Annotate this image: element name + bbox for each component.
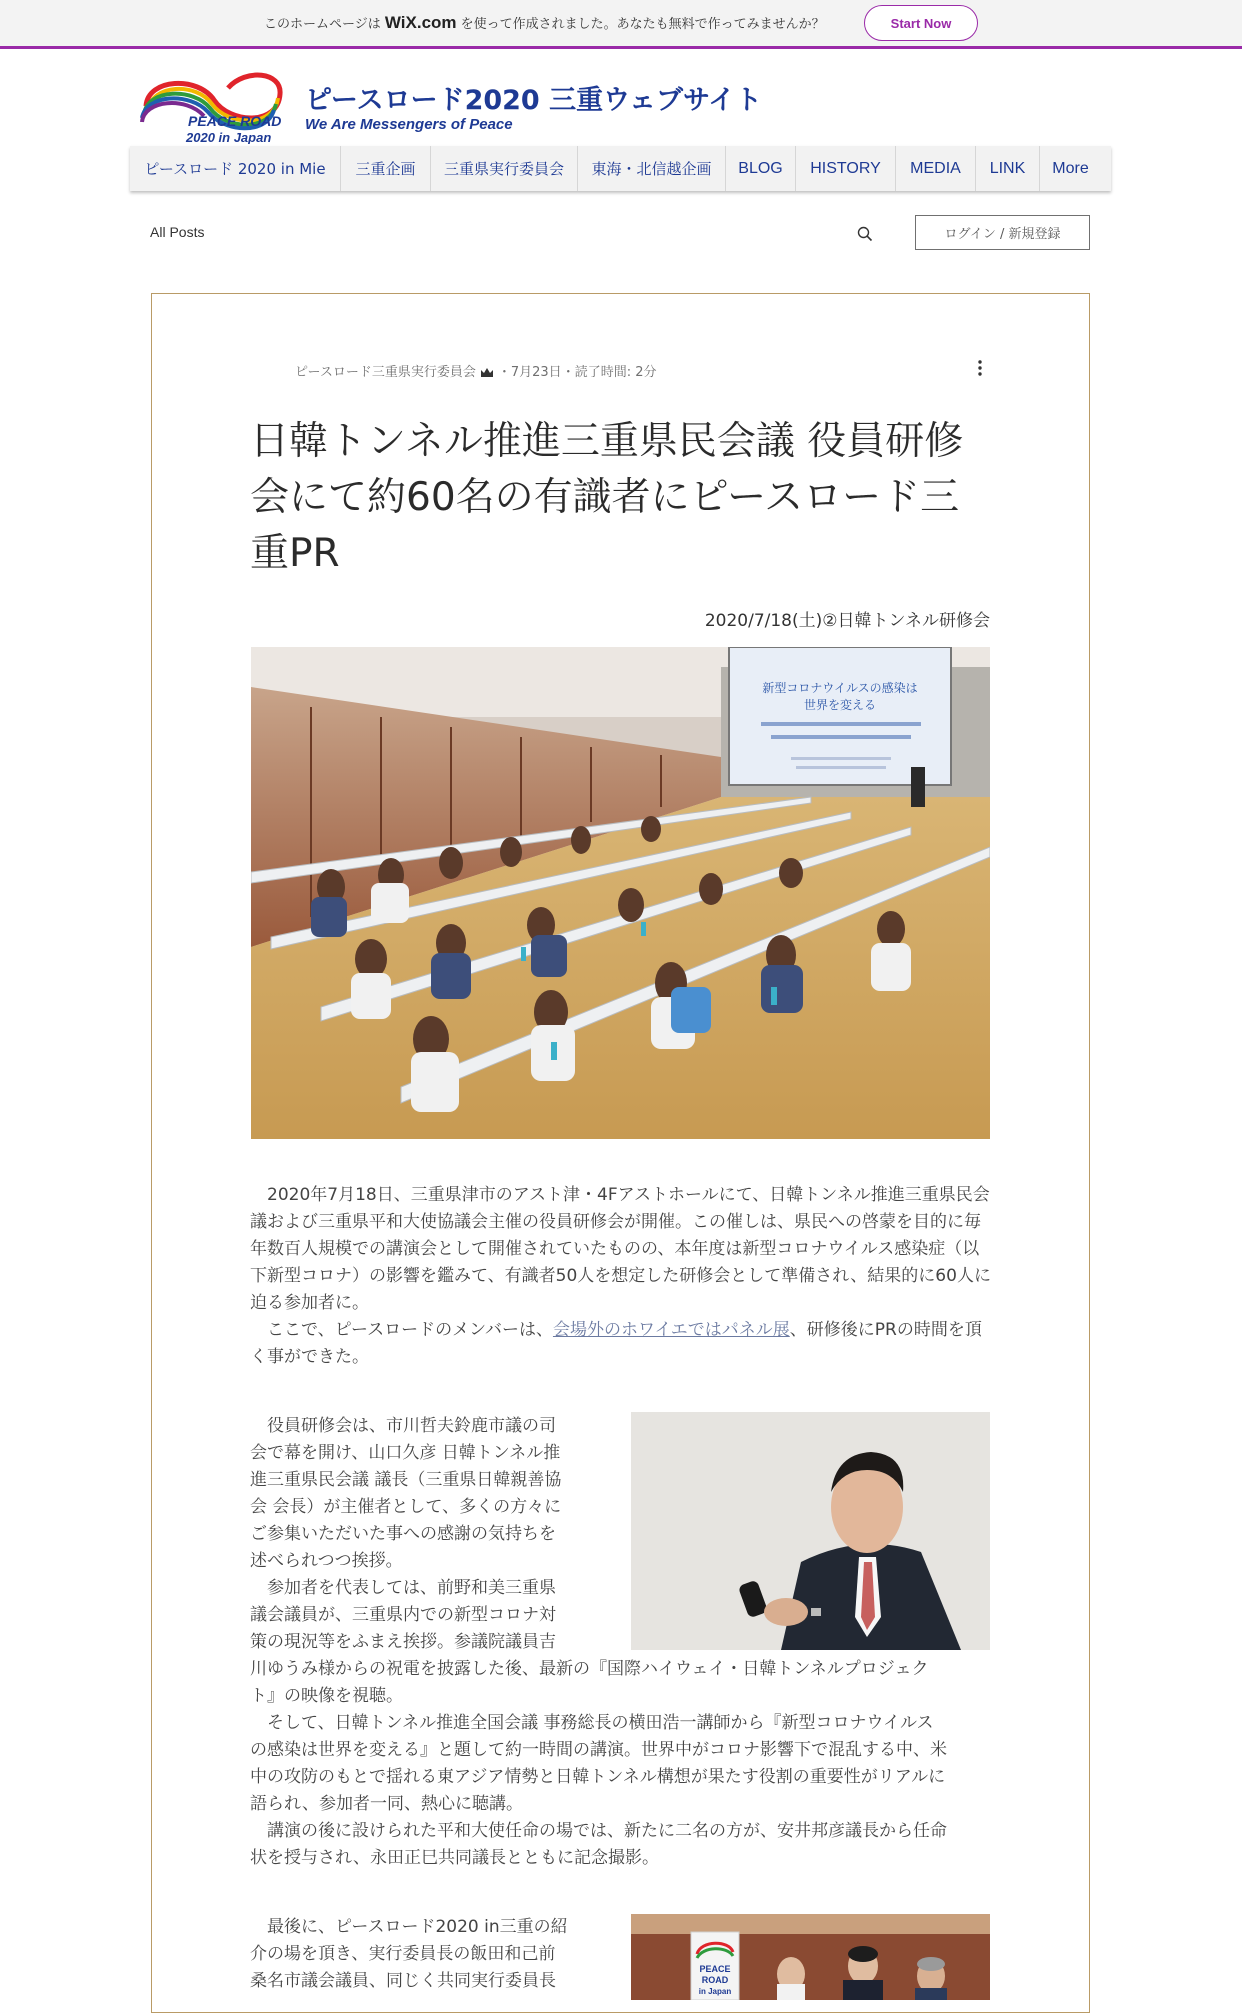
post-paragraph-2 — [250, 1413, 992, 1872]
post-meta — [295, 361, 657, 380]
nav-item-link[interactable]: LINK — [976, 146, 1040, 191]
paragraph-line: ト』の映像を視聴。 — [250, 1686, 403, 1706]
search-icon[interactable] — [857, 226, 873, 242]
paragraph-pr — [250, 1317, 992, 1371]
paragraph-line: そして、日韓トンネル推進全国会議 事務総長の横田浩一講師から『新型コロナウイルス — [250, 1713, 934, 1733]
paragraph-line: 会で幕を開け、山口久彦 日韓トンネル推 — [250, 1443, 561, 1463]
paragraph-line: 講演の後に設けられた平和大使任命の場では、新たに二名の方が、安井邦彦議長から任命 — [250, 1821, 947, 1841]
paragraph-pr-text-pre: ここで、ピースロードのメンバーは、 — [250, 1320, 553, 1340]
admin-crown-icon — [480, 367, 494, 378]
nav-item-peace-road-mie[interactable]: ピースロード 2020 in Mie — [130, 146, 341, 191]
nav-item-history[interactable]: HISTORY — [796, 146, 896, 191]
post-author[interactable]: ピースロード三重県実行委員会 — [295, 365, 476, 380]
paragraph-line: 介の場を頂き、実行委員長の飯田和己前 — [250, 1944, 556, 1964]
nav-item-blog[interactable]: BLOG — [726, 146, 796, 191]
paragraph-line: 参加者を代表しては、前野和美三重県 — [250, 1578, 556, 1598]
paragraph-line: 会 会長）が主催者として、多くの方々に — [250, 1497, 562, 1517]
login-signup-button[interactable]: ログイン / 新規登録 — [915, 215, 1090, 250]
slide-text-line2: 世界を変える — [803, 698, 877, 712]
paragraph-line: 桑名市議会議員、同じく共同実行委員長 — [250, 1971, 556, 1991]
meta-separator: ・ — [561, 365, 575, 380]
post-read-time: 読了時間: 2分 — [574, 365, 657, 380]
peace-road-logo[interactable] — [138, 66, 290, 144]
paragraph-line: 議会議員が、三重県内での新型コロナ対 — [250, 1605, 556, 1625]
slide-text-line1: 新型コロナウイルスの感染は — [762, 681, 918, 695]
main-nav — [130, 146, 1111, 191]
group-photo[interactable] — [631, 1914, 990, 2000]
wix-banner-text-after: を使って作成されました。あなたも無料で作ってみませんか？ — [460, 17, 825, 32]
nav-item-mie-committee[interactable]: 三重県実行委員会 — [431, 146, 578, 191]
nav-item-more[interactable]: More — [1052, 159, 1089, 177]
paragraph-line: 進三重県民会議 議長（三重県日韓親善協 — [250, 1470, 562, 1490]
more-actions-icon[interactable] — [977, 358, 983, 378]
photo-caption: 2020/7/18(土)②日韓トンネル研修会 — [704, 611, 990, 631]
paragraph-line: 中の攻防のもとで揺れる東アジア情勢と日韓トンネル構想が果たす役割の重要性がリアルに — [250, 1767, 946, 1787]
paragraph-line: 最後に、ピースロード2020 in三重の紹 — [250, 1917, 568, 1937]
wix-banner-text-before: このホームページは — [264, 17, 381, 32]
panel-exhibition-link[interactable]: 会場外のホワイエではパネル展 — [552, 1320, 790, 1340]
wix-logo-text: WiX.com — [384, 13, 457, 32]
paragraph-pr-text-post: 、研修後にPRの時間を頂く事ができた。 — [250, 1320, 982, 1367]
paragraph-line: の感染は世界を変える』と題して約一時間の講演。世界中がコロナ影響下で混乱する中、米 — [250, 1740, 947, 1760]
post-title: 日韓トンネル推進三重県民会議 役員研修会にて約60名の有識者にピースロード三重PR — [250, 419, 964, 576]
paragraph-line: 状を授与され、永田正巳共同議長とともに記念撮影。 — [250, 1848, 660, 1868]
post-paragraph-3 — [250, 1914, 620, 1995]
wix-banner — [0, 0, 1242, 49]
photo-sign-road: ROAD — [701, 1975, 729, 1985]
seminar-hall-photo[interactable] — [251, 647, 990, 1139]
site-tagline: We Are Messengers of Peace — [305, 116, 513, 133]
start-now-button[interactable]: Start Now — [864, 5, 978, 41]
nav-item-media[interactable]: MEDIA — [896, 146, 976, 191]
paragraph-line: 策の現況等をふまえ挨拶。参議院議員吉 — [250, 1632, 556, 1652]
photo-sign-japan: in Japan — [698, 1987, 732, 1996]
all-posts-link[interactable]: All Posts — [150, 224, 205, 240]
paragraph-line: 述べられつつ挨拶。 — [250, 1551, 403, 1571]
site-title[interactable]: ピースロード2020 三重ウェブサイト — [305, 85, 763, 116]
post-date: 7月23日 — [510, 365, 562, 380]
wix-banner-message — [264, 13, 825, 33]
logo-text-peace-road: PEACE ROAD — [188, 113, 282, 129]
photo-sign-peace: PEACE — [699, 1964, 731, 1974]
meta-separator: ・ — [497, 365, 511, 380]
paragraph-intro: 2020年7月18日、三重県津市のアスト津・4Fアストホールにて、日韓トンネル推進三重県民会議および三重県平和大使協議会主催の役員研修会が開催。この催しは、県民への啓蒙を目的に毎年数百人規模での講演会として開催されていたものの、本年度は新型コロナウイルス感染症（以下新型コロナ）の影響を鑑みて、有識者50人を想定した研修会として準備され、結果的に60人に迫る参加者に。 — [250, 1185, 991, 1313]
paragraph-line: 川ゆうみ様からの祝電を披露した後、最新の『国際ハイウェイ・日韓トンネルプロジェク — [250, 1659, 929, 1679]
paragraph-line: 役員研修会は、市川哲夫鈴鹿市議の司 — [250, 1416, 556, 1436]
nav-item-mie-projects[interactable]: 三重企画 — [341, 146, 431, 191]
logo-text-2020: 2020 in Japan — [186, 130, 272, 144]
paragraph-line: 語られ、参加者一同、熱心に聴講。 — [250, 1794, 524, 1814]
nav-item-tokai-hokushinetsu[interactable]: 東海・北信越企画 — [578, 146, 726, 191]
post-paragraph-1 — [250, 1182, 992, 1371]
paragraph-line: ご参集いただいた事への感謝の気持ちを — [250, 1524, 556, 1544]
